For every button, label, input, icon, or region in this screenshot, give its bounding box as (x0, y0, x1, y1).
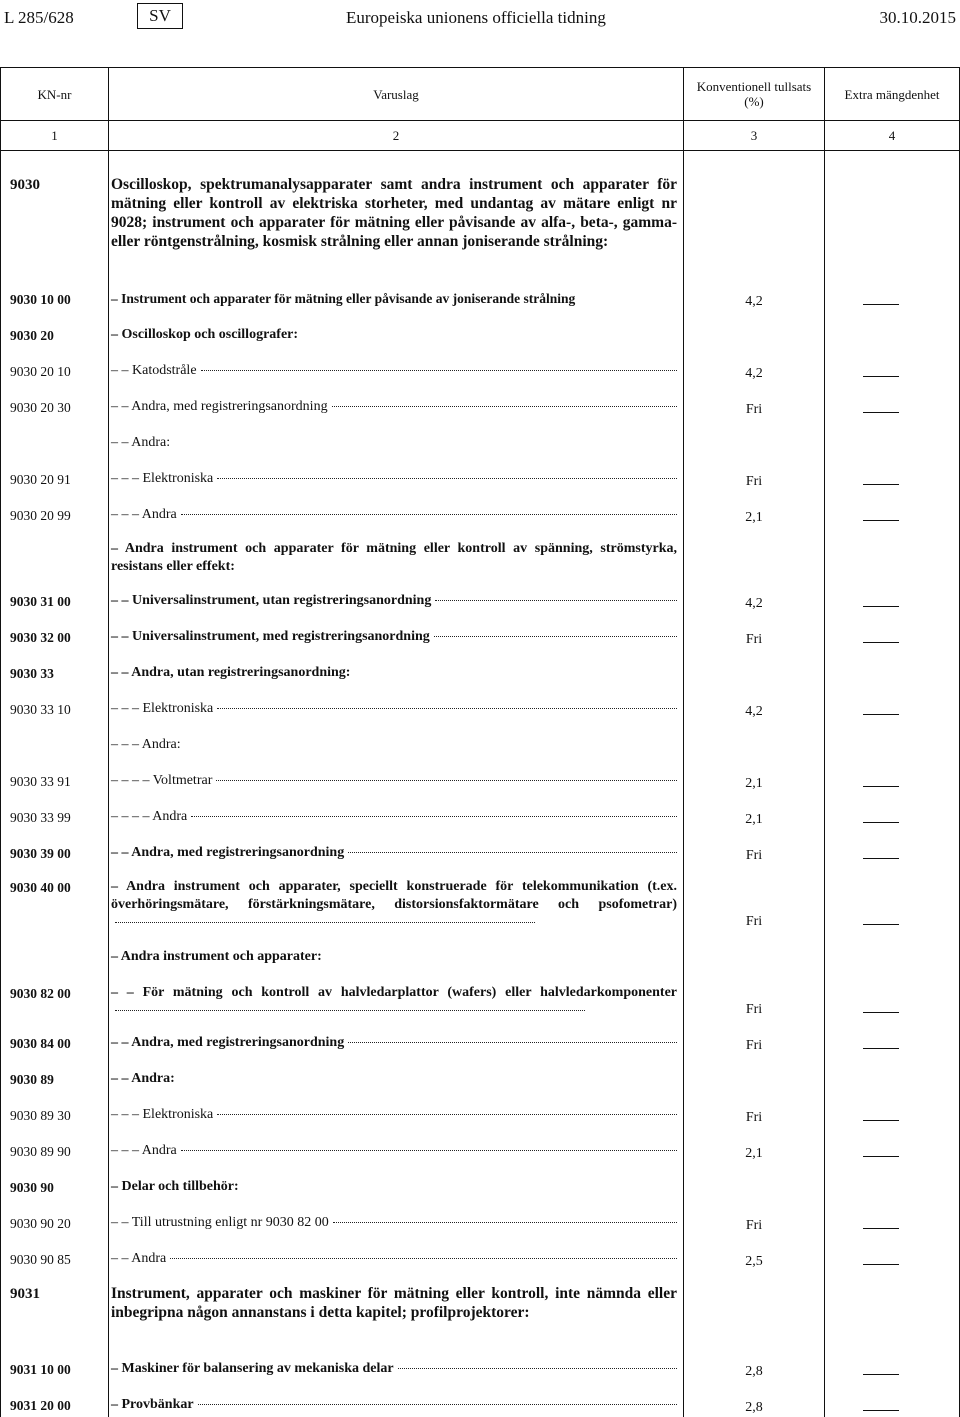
leader-dots (115, 922, 535, 923)
goods-description (111, 844, 677, 862)
tariff-rate: Fri (745, 474, 763, 489)
kn-code: 9030 32 00 (10, 630, 71, 645)
kn-code: 9030 90 (10, 1180, 54, 1195)
goods-description: – – Andra: (111, 1071, 175, 1086)
kn-code: 9030 10 00 (10, 292, 71, 307)
extra-unit-dash (863, 786, 899, 787)
kn-code: 9030 31 00 (10, 594, 71, 609)
page-header (0, 0, 960, 40)
description-text: – – Katodstråle (111, 363, 197, 378)
kn-code: 9030 40 00 (10, 880, 71, 895)
leader-dots (332, 406, 677, 407)
kn-code: 9030 20 99 (10, 508, 71, 523)
journal-title: Europeiska unionens officiella tidning (346, 8, 606, 27)
goods-description (111, 984, 677, 1020)
leader-dots (170, 1258, 677, 1259)
extra-unit-dash (863, 606, 899, 607)
goods-description: Oscilloskop, spektrumanalysapparater samt andra instrument och apparater för mätning eller kontroll av elektriska storheter, med undantag av mätare enligt nr 9028; instrument och apparater för mätning eller påvisande av alfa-, beta-, gamma- eller röntgenstrålning, kosmisk strålning eller annan joniserande strålning: (111, 176, 677, 250)
description-text: – – – – Andra (111, 809, 188, 824)
col-header-kn: KN-nr (37, 86, 72, 102)
extra-unit-dash (863, 1410, 899, 1411)
extra-unit-dash (863, 1012, 899, 1013)
tariff-rate: Fri (745, 632, 763, 647)
col-number: 2 (392, 128, 400, 143)
extra-unit-dash (863, 1048, 899, 1049)
goods-description: – – Andra, utan registreringsanordning: (111, 665, 351, 680)
description-text: – – – Elektroniska (111, 471, 214, 486)
goods-description: – – Andra: (111, 435, 171, 450)
kn-code: 9030 33 99 (10, 810, 71, 825)
leader-dots (181, 1150, 677, 1151)
kn-code: 9030 20 10 (10, 364, 71, 379)
leader-dots (217, 708, 677, 709)
goods-description (111, 700, 677, 718)
kn-code: 9030 33 91 (10, 774, 71, 789)
col-header-extra: Extra mängdenhet (844, 86, 940, 102)
extra-unit-dash (863, 520, 899, 521)
kn-code: 9030 89 (10, 1072, 54, 1087)
header-divider (1, 150, 959, 151)
tariff-rate: 2,8 (745, 1400, 763, 1415)
goods-description (111, 1142, 677, 1160)
extra-unit-dash (863, 1228, 899, 1229)
goods-description (111, 878, 677, 932)
goods-description (111, 772, 677, 790)
col-header-tullsats: Konventionell tullsats (%) (696, 79, 812, 109)
kn-code: 9031 (10, 1286, 40, 1302)
goods-description (111, 398, 677, 416)
goods-description: – Delar och tillbehör: (111, 1179, 239, 1194)
tariff-table (0, 67, 960, 1417)
tariff-rate: 2,1 (745, 812, 763, 827)
page-reference: L 285/628 (4, 8, 74, 27)
goods-description: Instrument, apparater och maskiner för mätning eller kontroll, inte nämnda eller inbegripna någon annanstans i detta kapitel; profilprojektorer: (111, 1285, 677, 1321)
description-text: – Andra instrument och apparater, speciellt konstruerade för telekommunikation (t.ex. överhöringsmätare, förstärkningsmätare, distorsionsfaktormätare och psofometrar) (111, 879, 677, 912)
goods-description: – Oscilloskop och oscillografer: (111, 327, 299, 342)
tariff-rate: 4,2 (745, 704, 763, 719)
column-divider (683, 68, 684, 1417)
description-text: – – Andra (111, 1251, 167, 1266)
kn-code: 9030 90 20 (10, 1216, 71, 1231)
description-text: – – Andra, med registreringsanordning (111, 399, 328, 414)
kn-code: 9030 89 90 (10, 1144, 71, 1159)
leader-dots (398, 1368, 677, 1369)
goods-description (111, 1034, 677, 1052)
extra-unit-dash (863, 484, 899, 485)
tariff-rate: 2,5 (745, 1254, 763, 1269)
extra-unit-dash (863, 1120, 899, 1121)
tariff-rate: Fri (745, 1218, 763, 1233)
tariff-rate: 2,1 (745, 1146, 763, 1161)
extra-unit-dash (863, 858, 899, 859)
publication-date: 30.10.2015 (879, 8, 956, 27)
kn-code: 9030 20 (10, 328, 54, 343)
col-number: 1 (51, 128, 58, 143)
tariff-rate: Fri (745, 848, 763, 863)
col-number: 4 (888, 128, 896, 143)
goods-description (111, 592, 677, 610)
extra-unit-dash (863, 714, 899, 715)
tariff-rate: 2,1 (745, 776, 763, 791)
leader-dots (333, 1222, 677, 1223)
tariff-rate: 2,1 (745, 510, 763, 525)
goods-description (111, 362, 677, 380)
extra-unit-dash (863, 822, 899, 823)
leader-dots (348, 1042, 677, 1043)
goods-description (111, 506, 677, 524)
kn-code: 9030 39 00 (10, 846, 71, 861)
leader-dots (191, 816, 677, 817)
leader-dots (181, 514, 677, 515)
description-text: – – – – Voltmetrar (111, 773, 213, 788)
description-text: – Maskiner för balansering av mekaniska delar (111, 1361, 394, 1376)
extra-unit-dash (863, 304, 899, 305)
tariff-rate: 4,2 (745, 596, 763, 611)
goods-description: – – – Andra: (111, 737, 181, 752)
goods-description: – Andra instrument och apparater: (111, 949, 322, 964)
leader-dots (435, 600, 677, 601)
description-text: – – Till utrustning enligt nr 9030 82 00 (111, 1215, 329, 1230)
leader-dots (201, 370, 677, 371)
description-text: – – – Andra (111, 507, 177, 522)
goods-description (111, 470, 677, 488)
leader-dots (434, 636, 677, 637)
extra-unit-dash (863, 412, 899, 413)
goods-description: – Instrument och apparater för mätning eller påvisande av joniserande strålning (111, 291, 576, 306)
description-text: – Provbänkar (111, 1397, 194, 1412)
kn-code: 9031 10 00 (10, 1362, 71, 1377)
kn-code: 9030 89 30 (10, 1108, 71, 1123)
leader-dots (115, 1010, 585, 1011)
kn-code: 9030 20 30 (10, 400, 71, 415)
goods-description (111, 1214, 677, 1232)
description-text: – – – Elektroniska (111, 701, 214, 716)
description-text: – – – Andra (111, 1143, 177, 1158)
header-divider (1, 120, 959, 121)
goods-description (111, 628, 677, 646)
goods-description (111, 1250, 677, 1268)
description-text: – – Andra, med registreringsanordning (111, 1035, 345, 1050)
tariff-rate: Fri (745, 914, 763, 929)
tariff-rate: Fri (745, 1110, 763, 1125)
tariff-rate: 4,2 (745, 366, 763, 381)
tariff-rate: 2,8 (745, 1364, 763, 1379)
tariff-rate: 4,2 (745, 294, 763, 309)
leader-dots (198, 1404, 677, 1405)
language-badge: SV (137, 3, 183, 29)
goods-description: – Andra instrument och apparater för mätning eller kontroll av spänning, strömstyrka, resistans eller effekt: (111, 541, 677, 574)
goods-description (111, 808, 677, 826)
description-text: – – Andra, med registreringsanordning (111, 845, 345, 860)
extra-unit-dash (863, 1264, 899, 1265)
leader-dots (216, 780, 677, 781)
extra-unit-dash (863, 1156, 899, 1157)
col-number: 3 (750, 128, 758, 143)
extra-unit-dash (863, 924, 899, 925)
leader-dots (217, 1114, 677, 1115)
description-text: – – – Elektroniska (111, 1107, 214, 1122)
column-divider (108, 68, 109, 1417)
kn-code: 9030 82 00 (10, 986, 71, 1001)
leader-dots (217, 478, 677, 479)
column-divider (824, 68, 825, 1417)
kn-code: 9030 33 (10, 666, 54, 681)
extra-unit-dash (863, 376, 899, 377)
kn-code: 9030 33 10 (10, 702, 71, 717)
description-text: – – Universalinstrument, med registreringsanordning (111, 629, 430, 644)
leader-dots (348, 852, 677, 853)
kn-code: 9031 20 00 (10, 1398, 71, 1413)
tariff-rate: Fri (745, 1002, 763, 1017)
tariff-rate: Fri (745, 1038, 763, 1053)
kn-code: 9030 (10, 177, 40, 193)
description-text: – – För mätning och kontroll av halvledarplattor (wafers) eller halvledarkomponenter (111, 985, 677, 1000)
goods-description (111, 1106, 677, 1124)
description-text: – – Universalinstrument, utan registreringsanordning (111, 593, 432, 608)
extra-unit-dash (863, 1374, 899, 1375)
extra-unit-dash (863, 642, 899, 643)
kn-code: 9030 84 00 (10, 1036, 71, 1051)
kn-code: 9030 20 91 (10, 472, 71, 487)
tariff-rate: Fri (745, 402, 763, 417)
kn-code: 9030 90 85 (10, 1252, 71, 1267)
col-header-varuslag: Varuslag (373, 86, 419, 102)
goods-description (111, 1360, 677, 1378)
goods-description (111, 1396, 677, 1414)
